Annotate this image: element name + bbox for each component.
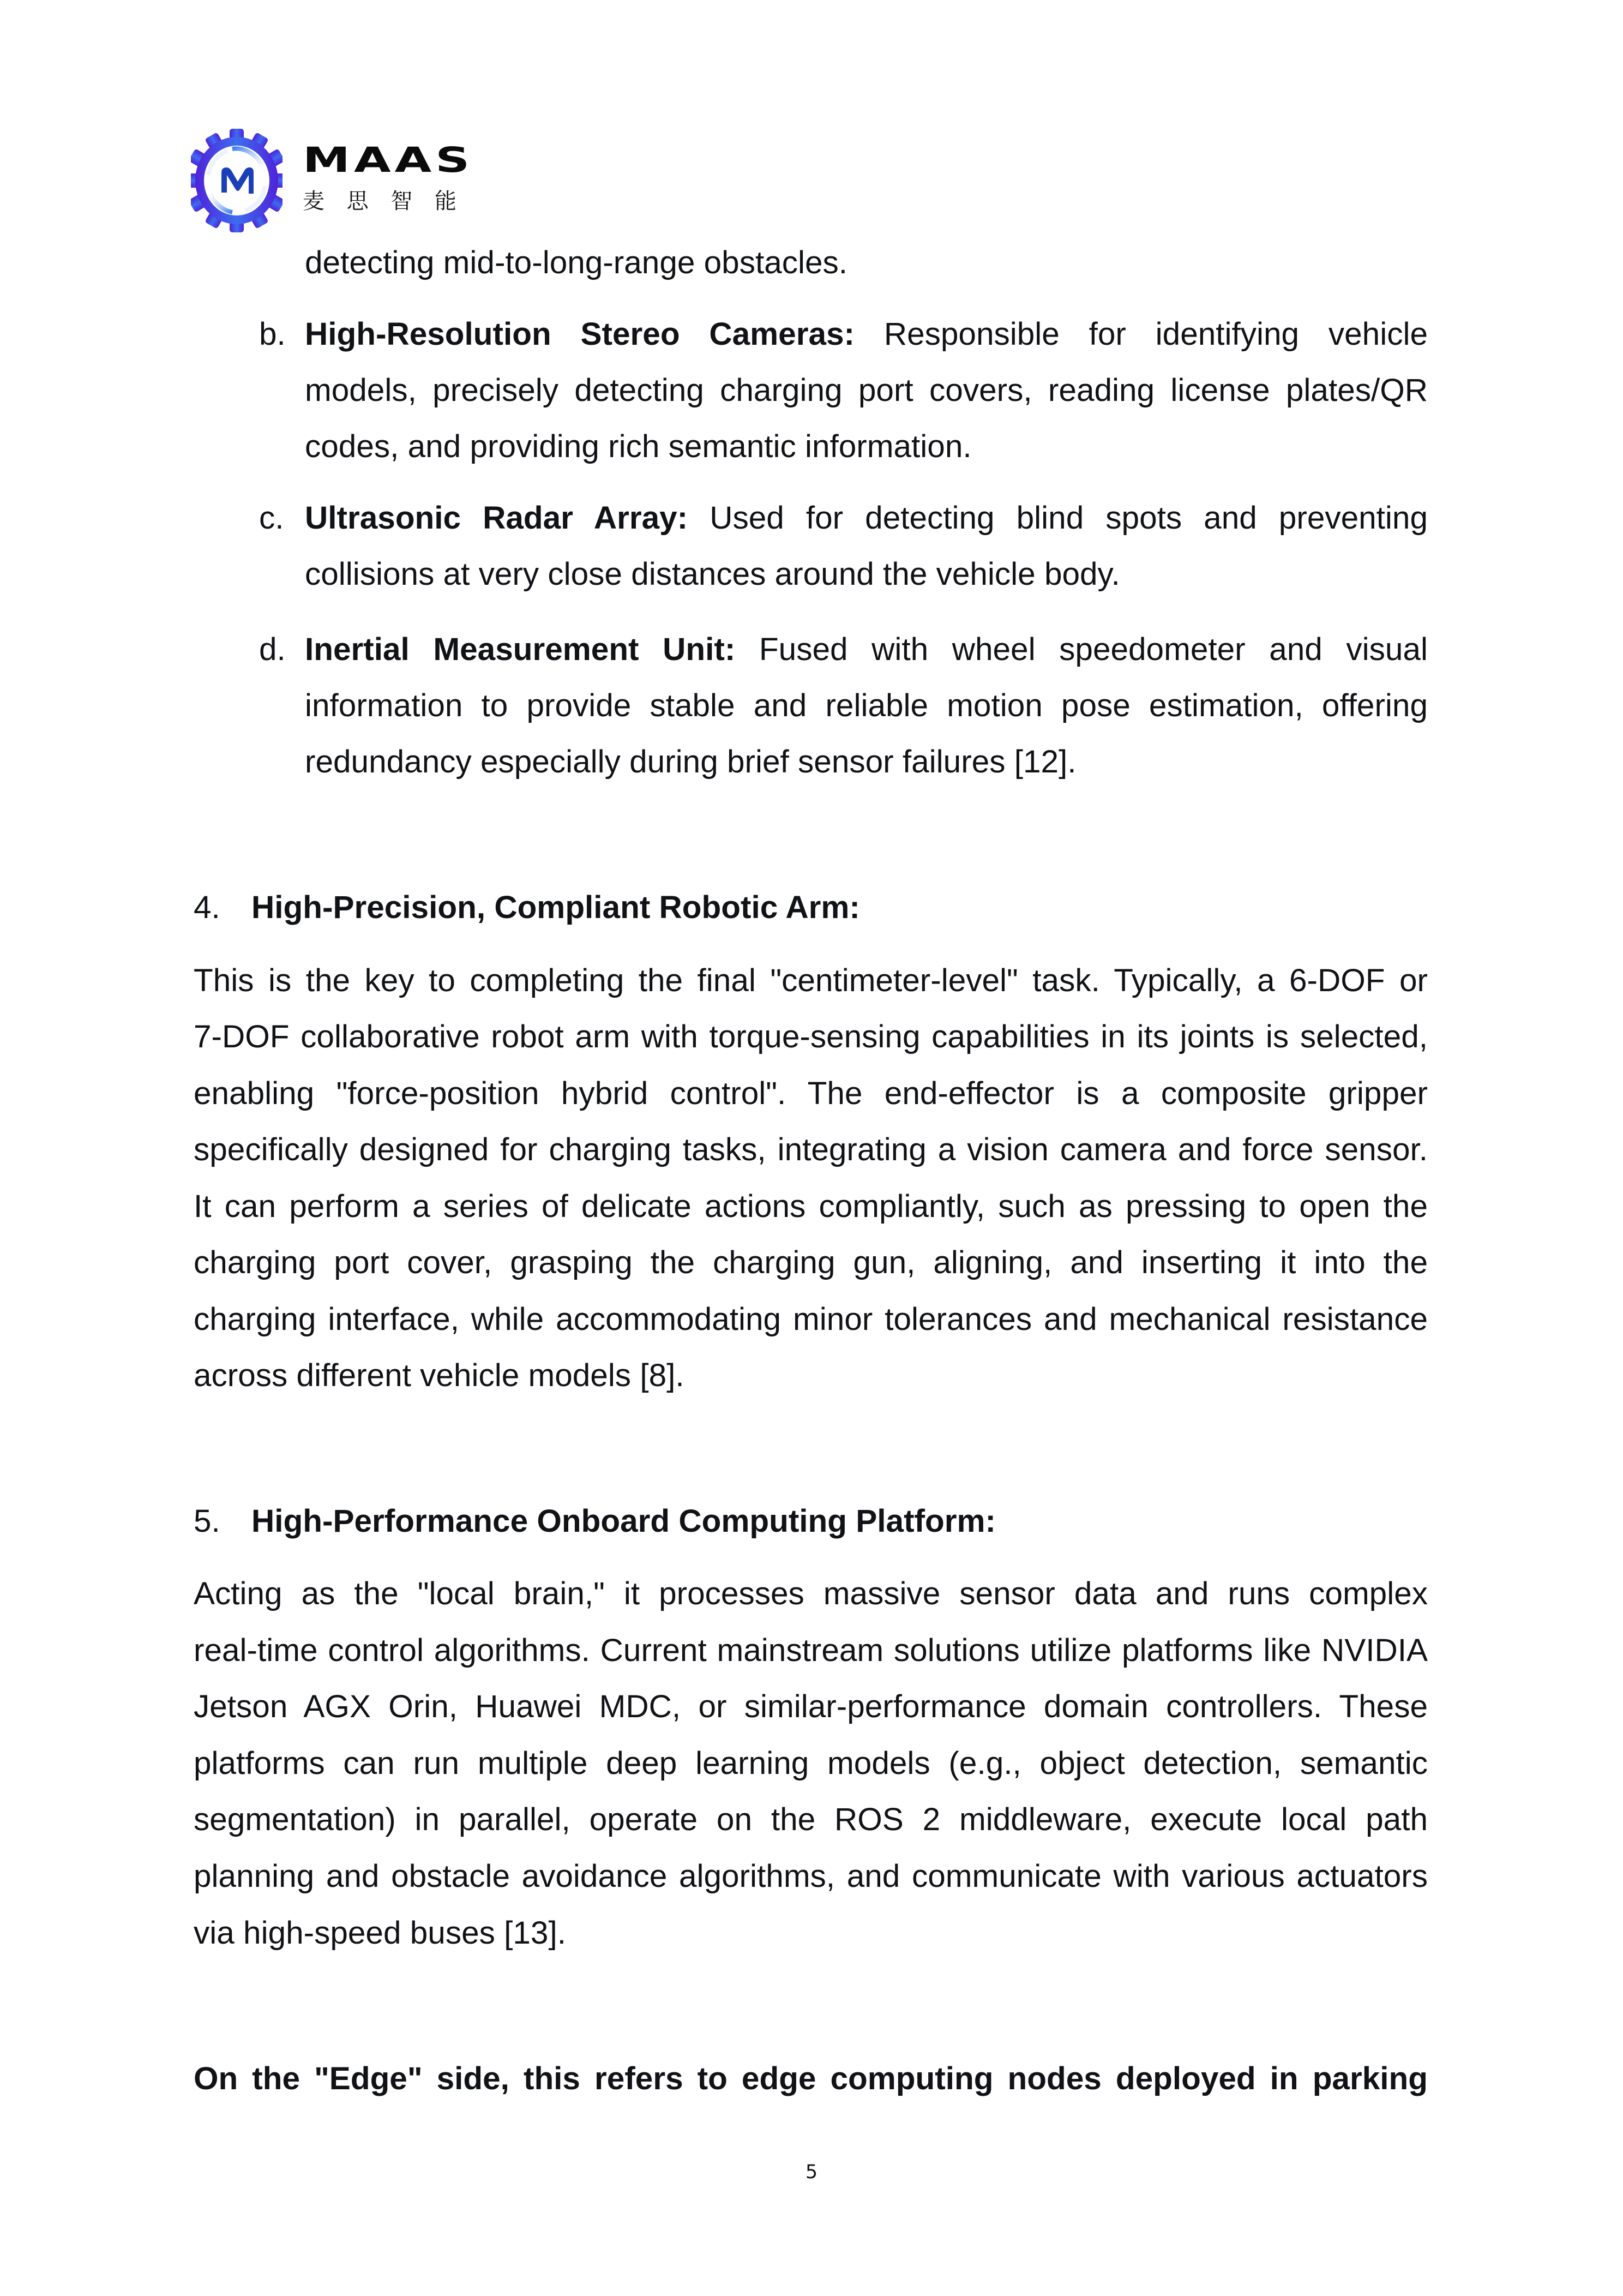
- paragraph-line: via high-speed buses [13].: [194, 1915, 566, 1951]
- section-heading: High-Precision, Compliant Robotic Arm:: [251, 890, 860, 925]
- paragraph-line: platforms can run multiple deep learning models (e.g., object detection, semantic: [194, 1746, 1428, 1781]
- paragraph-line: segmentation) in parallel, operate on the ROS 2 middleware, execute local path: [194, 1802, 1428, 1837]
- list-item-term: High-Resolution Stereo Cameras:: [305, 316, 855, 352]
- list-item-line: redundancy especially during brief sensor failures [12].: [305, 744, 1077, 780]
- logo-chinese-char: 智: [390, 189, 413, 214]
- gear-logo-icon: [191, 129, 282, 232]
- edge-paragraph-line: On the "Edge" side, this refers to edge computing nodes deployed in parking: [194, 2061, 1428, 2096]
- logo-wordmark: MAAS: [303, 140, 474, 181]
- logo-chinese-char: 能: [434, 189, 456, 214]
- paragraph-line: specifically designed for charging tasks, integrating a vision camera and force sensor.: [194, 1132, 1428, 1167]
- paragraph-line: It can perform a series of delicate actions compliantly, such as pressing to open the: [194, 1189, 1428, 1224]
- list-item-line: [305, 499, 1428, 537]
- list-item-line: models, precisely detecting charging port covers, reading license plates/QR: [305, 373, 1428, 408]
- list-marker: d.: [259, 632, 286, 667]
- list-item-text: Fused with wheel speedometer and visual: [759, 632, 1428, 667]
- paragraph-line: planning and obstacle avoidance algorithms, and communicate with various actuators: [194, 1859, 1428, 1894]
- logo-chinese-char: 麦: [303, 189, 324, 214]
- paragraph-line: 7-DOF collaborative robot arm with torque-sensing capabilities in its joints is selected,: [194, 1019, 1428, 1054]
- page-number: 5: [805, 2161, 818, 2183]
- paragraph-line: Acting as the "local brain," it processes massive sensor data and runs complex: [194, 1576, 1428, 1611]
- list-marker: b.: [259, 316, 286, 352]
- list-item-line: [305, 315, 1428, 353]
- paragraph-line: This is the key to completing the final "centimeter-level" task. Typically, a 6-DOF or: [194, 963, 1428, 998]
- list-marker: c.: [259, 500, 284, 536]
- list-item-line: information to provide stable and reliable motion pose estimation, offering: [305, 688, 1428, 723]
- list-item-continuation: detecting mid-to-long-range obstacles.: [305, 245, 848, 280]
- paragraph-line: real-time control algorithms. Current mainstream solutions utilize platforms like NVIDIA: [194, 1633, 1428, 1668]
- paragraph-line: charging port cover, grasping the charging gun, aligning, and inserting it into the: [194, 1245, 1428, 1280]
- paragraph-line: charging interface, while accommodating minor tolerances and mechanical resistance: [194, 1302, 1428, 1337]
- company-logo: [191, 129, 496, 233]
- paragraph-line: across different vehicle models [8].: [194, 1358, 684, 1393]
- logo-chinese-char: 思: [346, 189, 369, 214]
- list-item-line: [305, 631, 1428, 669]
- list-item-term: Inertial Measurement Unit:: [305, 632, 736, 667]
- logo-chinese-name: [303, 189, 456, 214]
- section-number: 4.: [194, 890, 220, 925]
- list-item-line: collisions at very close distances around the vehicle body.: [305, 556, 1120, 592]
- list-item-text: Used for detecting blind spots and preventing: [710, 500, 1428, 536]
- paragraph-line: enabling "force-position hybrid control". The end-effector is a composite gripper: [194, 1076, 1428, 1111]
- section-number: 5.: [194, 1503, 220, 1539]
- section-heading: High-Performance Onboard Computing Platform:: [251, 1503, 996, 1539]
- list-item-term: Ultrasonic Radar Array:: [305, 500, 688, 536]
- list-item-line: codes, and providing rich semantic information.: [305, 429, 972, 464]
- paragraph-line: Jetson AGX Orin, Huawei MDC, or similar-performance domain controllers. These: [194, 1689, 1428, 1724]
- list-item-text: Responsible for identifying vehicle: [883, 316, 1428, 352]
